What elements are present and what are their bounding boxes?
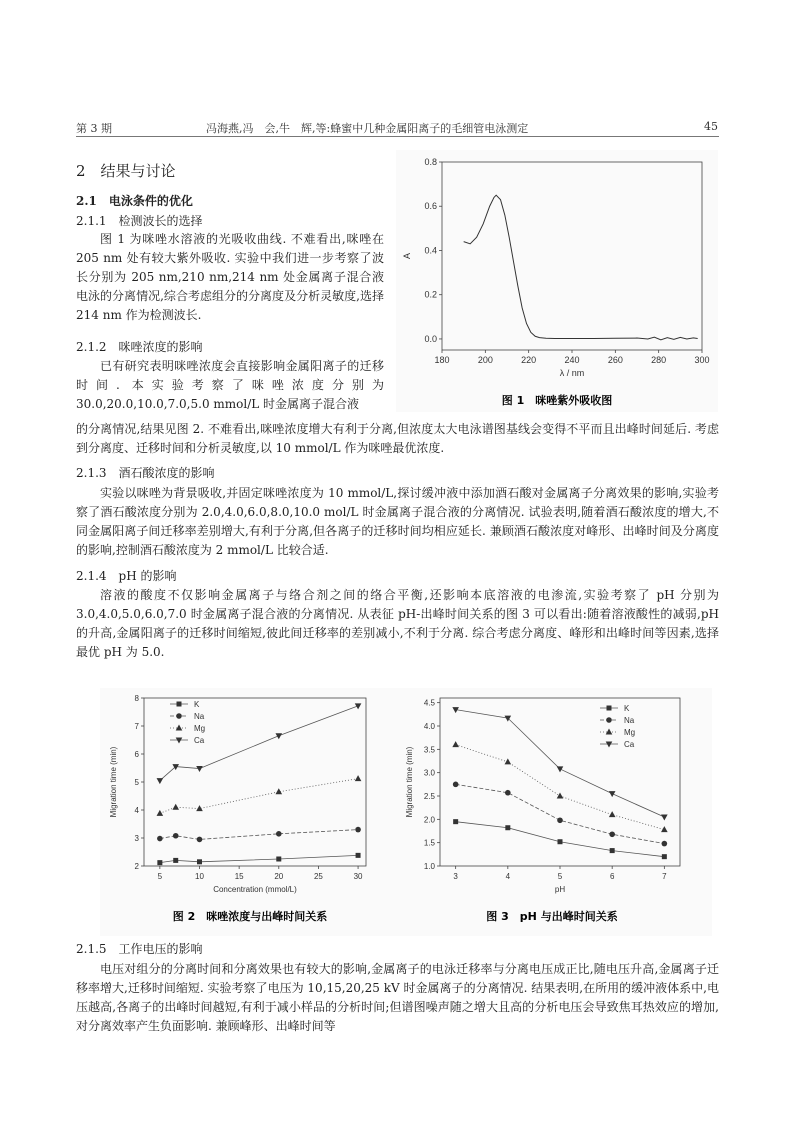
data-point-ca xyxy=(157,778,164,784)
x-tick-label: 25 xyxy=(313,872,323,881)
data-point-mg xyxy=(557,793,564,799)
series-line-mg xyxy=(160,779,358,814)
journal-issue: 第 3 期 xyxy=(76,122,112,135)
data-point-mg xyxy=(609,811,616,817)
data-point-na xyxy=(197,837,203,843)
x-tick-label: 5 xyxy=(557,872,563,881)
data-point-na xyxy=(173,833,179,839)
paragraph: 电压对组分的分离时间和分离效果也有较大的影响,金属离子的电泳迁移率与分离电压成正比,随电压升高,金属离子迁移率增大,迁移时间缩短. 实验考察了电压为 10,15,20,25 kV 时金属离子的分离情况. 结果表明,在所用的缓冲液体系中,电压越高,各离子的出峰时间越短,有利于减小样品的分析时间;但谱图噪声随之增大且高的分析电压会导致焦耳热效应的增加,对分离效率产生负面影响. 兼顾峰形、出峰时间等 xyxy=(76,962,719,1033)
legend-label: Ca xyxy=(194,736,205,745)
figure-3-caption: 图 3 pH 与出峰时间关系 xyxy=(486,910,618,923)
data-point-mg xyxy=(505,758,512,764)
data-point-ca xyxy=(196,766,203,772)
x-tick-label: 30 xyxy=(353,872,363,881)
subsubsection-heading: 2.1.2 咪唑浓度的影响 xyxy=(76,340,203,354)
y-tick-label: 2.5 xyxy=(423,792,435,801)
y-tick-label: 1.5 xyxy=(423,838,435,848)
figures-2-3 xyxy=(100,688,712,936)
x-tick-label: 5 xyxy=(157,872,163,881)
y-tick-label: 1.0 xyxy=(423,862,435,871)
data-point-ca xyxy=(661,815,668,821)
x-tick-label: 15 xyxy=(234,872,244,881)
x-tick-label: 200 xyxy=(477,355,493,365)
x-tick-label: 260 xyxy=(607,355,623,365)
plot-frame xyxy=(144,698,366,866)
data-point-mg xyxy=(157,810,164,816)
y-tick-label: 4 xyxy=(134,806,139,815)
figure-3-chart xyxy=(400,688,712,936)
legend-marker xyxy=(177,702,182,707)
subsection-heading: 2.1 电泳条件的优化 xyxy=(76,194,193,208)
x-tick-label: 10 xyxy=(195,872,204,881)
y-tick-label: 2 xyxy=(134,862,139,871)
y-tick-label: 3.0 xyxy=(423,768,435,778)
data-point-na xyxy=(157,836,163,842)
legend-label: Na xyxy=(194,712,205,721)
data-point-ca xyxy=(275,733,282,739)
data-point-na xyxy=(609,831,615,837)
subsubsection-heading: 2.1.5 工作电压的影响 xyxy=(76,942,203,956)
paragraph: 实验以咪唑为背景吸收,并固定咪唑浓度为 10 mmol/L,探讨缓冲液中添加酒石酸对金属离子分离效果的影响,实验考察了酒石酸浓度分别为 2.0,4.0,6.0,8.0,10.0 mol/L 时金属离子混合液的分离情况. 试验表明,随着酒石酸浓度的增大,不同金属阳离子间迁移率差别增大,有利于分离,但各离子的迁移时间均相应延长. 兼顾酒石酸浓度对峰形、出峰时间及分离度的影响,控制酒石酸浓度为 2 mmol/L 比较合适. xyxy=(76,486,719,557)
series-line-na xyxy=(160,830,358,840)
x-axis-label: λ / nm xyxy=(559,368,585,378)
legend-label: K xyxy=(194,700,200,709)
legend-label: Mg xyxy=(194,724,206,733)
x-tick-label: 220 xyxy=(521,355,537,365)
series-line-k xyxy=(456,822,665,857)
paragraph: 已有研究表明咪唑浓度会直接影响金属阳离子的迁移时间. 本实验考察了咪唑浓度分别为 30.0,20.0,10.0,7.0,5.0 mmol/L 时金属离子混合液 xyxy=(76,359,384,411)
y-axis-label: Migration time (min) xyxy=(109,746,118,818)
legend-marker xyxy=(607,706,612,711)
figure-1-caption: 图 1 咪唑紫外吸收图 xyxy=(501,394,613,407)
data-point-mg xyxy=(355,775,362,781)
y-tick-label: 8 xyxy=(134,694,139,703)
data-point-k xyxy=(356,853,361,858)
figure-1-chart xyxy=(396,150,718,412)
data-point-na xyxy=(557,817,563,823)
series-line-mg xyxy=(456,745,665,830)
data-point-na xyxy=(276,831,282,837)
y-tick-label: 3 xyxy=(134,834,139,843)
x-tick-label: 4 xyxy=(505,872,511,881)
y-tick-label: 0.8 xyxy=(424,157,437,167)
legend-marker xyxy=(606,742,613,748)
data-point-mg xyxy=(661,826,668,832)
data-point-k xyxy=(197,859,202,864)
y-tick-label: 5 xyxy=(134,778,139,787)
data-point-na xyxy=(355,827,361,833)
x-tick-label: 7 xyxy=(662,872,667,881)
legend-marker xyxy=(176,738,183,744)
legend-marker xyxy=(176,713,182,719)
legend-label: K xyxy=(624,704,630,713)
header-rule xyxy=(76,136,719,137)
legend-marker xyxy=(176,725,183,731)
data-point-k xyxy=(558,839,563,844)
data-point-k xyxy=(610,848,615,853)
data-point-ca xyxy=(557,766,564,772)
y-tick-label: 0.2 xyxy=(424,289,437,300)
x-tick-label: 20 xyxy=(274,872,284,881)
series-line-k xyxy=(160,855,358,862)
data-point-na xyxy=(505,790,511,796)
data-point-mg xyxy=(275,788,282,794)
legend-label: Mg xyxy=(624,728,636,737)
y-tick-label: 6 xyxy=(134,750,139,759)
y-tick-label: 7 xyxy=(134,722,139,731)
series-line-ca xyxy=(160,706,358,781)
data-point-na xyxy=(662,841,668,847)
legend-label: Na xyxy=(624,716,635,725)
paragraph: 图 1 为咪唑水溶液的光吸收曲线. 不难看出,咪唑在 205 nm 处有较大紫外吸收. 实验中我们进一步考察了波长分别为 205 nm,210 nm,214 nm 处金属离子混合液电泳的分离情况,综合考虑组分的分离度及分析灵敏度,选择 214 nm 作为检测波长. xyxy=(76,232,384,322)
data-point-k xyxy=(505,825,510,830)
x-tick-label: 300 xyxy=(694,355,710,365)
x-axis-label: pH xyxy=(554,885,566,894)
subsubsection-heading: 2.1.3 酒石酸浓度的影响 xyxy=(76,466,215,480)
data-point-mg xyxy=(196,805,203,811)
x-tick-label: 6 xyxy=(609,872,615,881)
series-line-ca xyxy=(456,710,665,817)
legend-label: Ca xyxy=(624,740,635,749)
data-point-na xyxy=(453,782,459,788)
subsubsection-heading: 2.1.4 pH 的影响 xyxy=(76,569,177,583)
x-tick-label: 280 xyxy=(651,355,667,365)
data-point-k xyxy=(662,854,667,859)
page-number: 45 xyxy=(704,120,718,133)
x-axis-label: Concentration (mmol/L) xyxy=(213,885,297,894)
paragraph: 的分离情况,结果见图 2. 不难看出,咪唑浓度增大有利于分离,但浓度太大电泳谱图基线会变得不平而且出峰时间延后. 考虑到分离度、迁移时间和分析灵敏度,以 10 mmol/L 作为咪唑最优浓度. xyxy=(76,422,719,455)
data-point-k xyxy=(276,857,281,862)
figure-2-caption: 图 2 咪唑浓度与出峰时间关系 xyxy=(172,910,328,923)
y-axis-label: A xyxy=(402,252,412,260)
x-tick-label: 3 xyxy=(453,872,458,881)
legend-marker xyxy=(606,729,613,735)
absorbance-curve xyxy=(464,195,698,340)
x-tick-label: 240 xyxy=(564,355,580,365)
paragraph: 溶液的酸度不仅影响金属离子与络合剂之间的络合平衡,还影响本底溶液的电渗流,实验考察了 pH 分别为 3.0,4.0,5.0,6.0,7.0 时金属离子混合液的分离情况. 从表征 pH-出峰时间关系的图 3 可以看出:随着溶液酸性的减弱,pH 的升高,金属阳离子的迁移时间缩短,彼此间迁移率的差别减小,不利于分离. 综合考虑分离度、峰形和出峰时间等因素,选择最优 pH 为 5.0. xyxy=(76,588,719,659)
data-point-k xyxy=(157,860,162,865)
y-tick-label: 0.0 xyxy=(424,333,437,344)
y-axis-label: Migration time (min) xyxy=(405,746,414,818)
y-tick-label: 4.0 xyxy=(423,722,435,731)
section-heading: 2 结果与讨论 xyxy=(76,162,176,180)
figure-2-chart xyxy=(100,688,400,936)
x-tick-label: 180 xyxy=(434,355,450,365)
figure-1 xyxy=(396,150,718,412)
subsubsection-heading: 2.1.1 检测波长的选择 xyxy=(76,214,203,228)
legend-marker xyxy=(606,717,612,723)
data-point-ca xyxy=(609,791,616,797)
y-tick-label: 0.4 xyxy=(424,245,437,256)
y-tick-label: 0.6 xyxy=(424,201,437,212)
y-tick-label: 2.0 xyxy=(423,815,435,825)
data-point-k xyxy=(173,858,178,863)
y-tick-label: 3.5 xyxy=(423,745,435,755)
data-point-mg xyxy=(452,741,459,747)
data-point-mg xyxy=(172,804,179,810)
data-point-k xyxy=(453,819,458,824)
y-tick-label: 4.5 xyxy=(423,698,435,708)
plot-frame xyxy=(442,162,702,350)
running-title: 冯海燕,冯 会,牛 辉,等:蜂蜜中几种金属阳离子的毛细管电泳测定 xyxy=(206,122,529,135)
